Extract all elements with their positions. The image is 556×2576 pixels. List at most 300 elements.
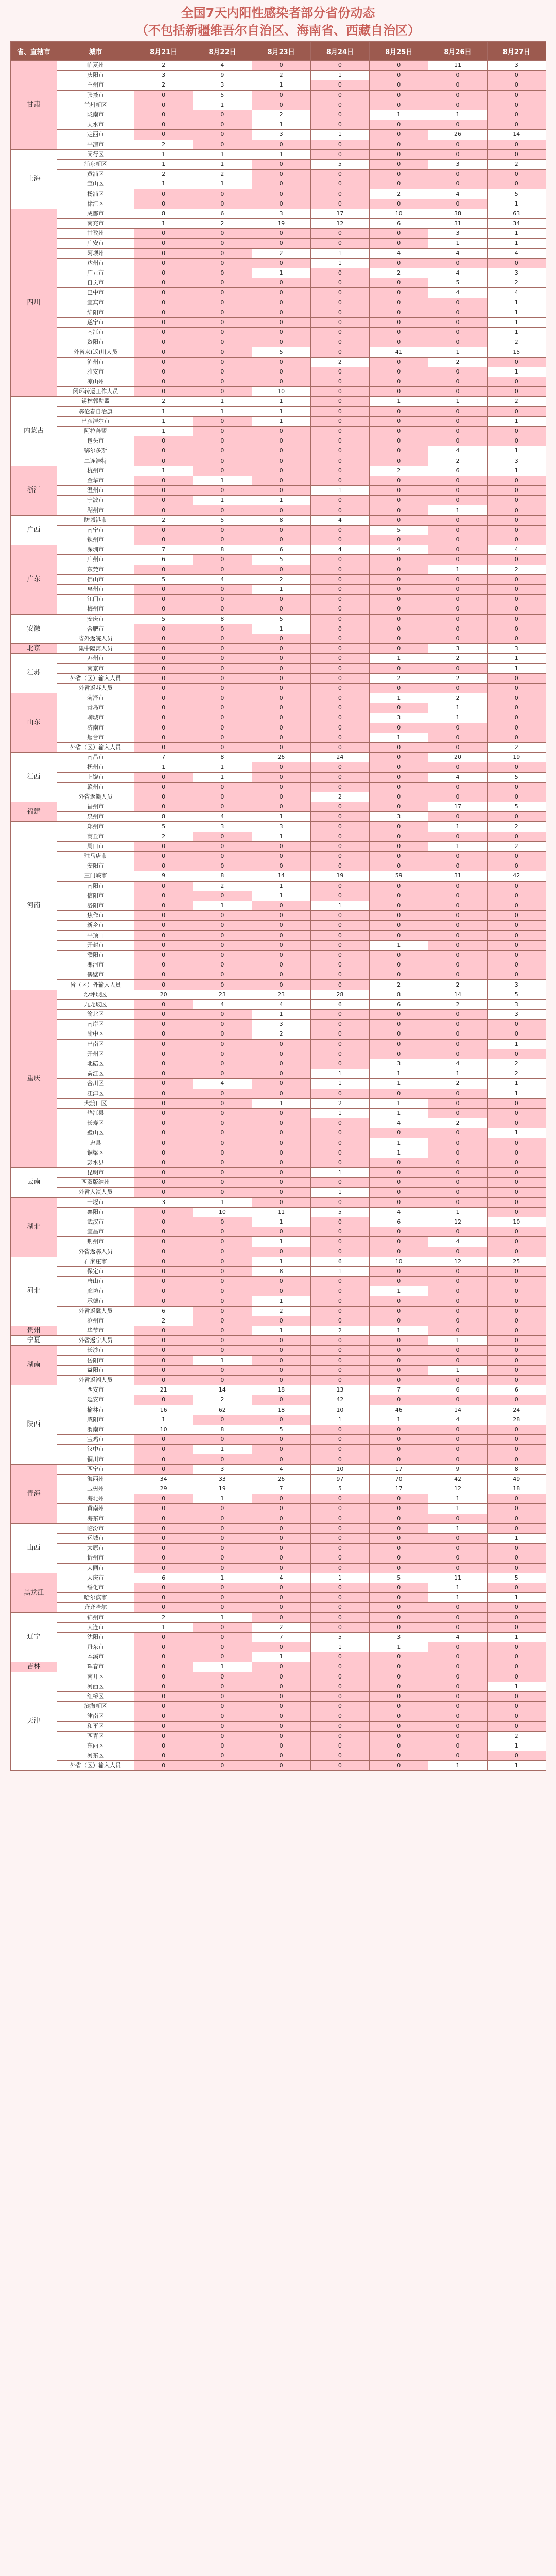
- table-row: [11, 980, 546, 990]
- count-cell: 0: [428, 1346, 487, 1355]
- count-cell: 0: [487, 110, 546, 120]
- count-cell: 0: [487, 80, 546, 90]
- count-cell: 0: [252, 1336, 310, 1346]
- count-cell: 0: [370, 1504, 428, 1514]
- table-row: [11, 742, 546, 752]
- count-cell: 0: [310, 80, 369, 90]
- count-cell: 0: [252, 1247, 310, 1257]
- table-row: [11, 861, 546, 871]
- count-cell: 0: [370, 71, 428, 80]
- table-row: [11, 1761, 546, 1771]
- count-cell: 5: [487, 802, 546, 812]
- count-cell: 0: [370, 742, 428, 752]
- count-cell: 0: [428, 1316, 487, 1326]
- count-cell: 0: [134, 1721, 193, 1731]
- count-cell: 6: [252, 545, 310, 555]
- count-cell: 0: [134, 911, 193, 921]
- count-cell: 0: [252, 772, 310, 782]
- city-cell: 外省返鄂人员: [57, 1247, 134, 1257]
- city-cell: 三门峡市: [57, 871, 134, 881]
- count-cell: 0: [370, 1751, 428, 1761]
- header-date: 8月25日: [370, 42, 428, 61]
- table-row: [11, 1405, 546, 1415]
- count-cell: 0: [134, 1108, 193, 1118]
- city-cell: 雅安市: [57, 367, 134, 377]
- count-cell: 0: [487, 436, 546, 446]
- count-cell: 2: [428, 456, 487, 466]
- count-cell: 42: [487, 871, 546, 881]
- count-cell: 0: [487, 782, 546, 792]
- count-cell: 0: [370, 159, 428, 169]
- count-cell: 0: [134, 713, 193, 723]
- count-cell: 0: [428, 535, 487, 545]
- city-cell: 天水市: [57, 120, 134, 130]
- count-cell: 0: [428, 1266, 487, 1276]
- city-cell: 南充市: [57, 219, 134, 229]
- count-cell: 0: [134, 940, 193, 950]
- table-row: [11, 604, 546, 614]
- count-cell: 1: [252, 120, 310, 130]
- count-cell: 0: [252, 505, 310, 515]
- city-cell: 洛阳市: [57, 901, 134, 910]
- count-cell: 1: [252, 812, 310, 822]
- count-cell: 1: [370, 1108, 428, 1118]
- table-row: [11, 595, 546, 604]
- table-row: [11, 1306, 546, 1316]
- count-cell: 0: [487, 357, 546, 367]
- count-cell: 0: [252, 1445, 310, 1454]
- count-cell: 3: [252, 822, 310, 832]
- count-cell: 0: [193, 1039, 252, 1049]
- count-cell: 1: [487, 308, 546, 317]
- count-cell: 0: [134, 328, 193, 337]
- count-cell: 0: [428, 416, 487, 426]
- count-cell: 0: [310, 881, 369, 891]
- count-cell: 0: [252, 1168, 310, 1178]
- count-cell: 0: [310, 288, 369, 298]
- count-cell: 0: [487, 852, 546, 861]
- count-cell: 2: [487, 1059, 546, 1069]
- count-cell: 0: [193, 1761, 252, 1771]
- count-cell: 10: [487, 1217, 546, 1227]
- count-cell: 6: [370, 1217, 428, 1227]
- count-cell: 5: [428, 278, 487, 288]
- count-cell: 0: [428, 742, 487, 752]
- count-cell: 4: [428, 446, 487, 456]
- count-cell: 2: [134, 140, 193, 149]
- count-cell: 4: [193, 574, 252, 584]
- count-cell: 4: [428, 772, 487, 782]
- count-cell: 0: [134, 634, 193, 643]
- count-cell: 1: [487, 328, 546, 337]
- count-cell: 0: [428, 90, 487, 100]
- count-cell: 0: [134, 298, 193, 308]
- count-cell: 1: [193, 1355, 252, 1365]
- count-cell: 1: [428, 239, 487, 248]
- count-cell: 0: [370, 328, 428, 337]
- city-cell: 合肥市: [57, 624, 134, 634]
- count-cell: 1: [370, 1138, 428, 1148]
- table-row: [11, 1385, 546, 1395]
- table-row: [11, 1563, 546, 1573]
- count-cell: 0: [193, 723, 252, 733]
- count-cell: 0: [370, 179, 428, 189]
- count-cell: 3: [252, 209, 310, 218]
- count-cell: 29: [134, 1484, 193, 1494]
- count-cell: 0: [310, 1029, 369, 1039]
- count-cell: 0: [252, 970, 310, 980]
- header-date: 8月27日: [487, 42, 546, 61]
- count-cell: 0: [487, 1563, 546, 1573]
- count-cell: 1: [252, 1098, 310, 1108]
- count-cell: 1: [487, 1761, 546, 1771]
- table-row: [11, 120, 546, 130]
- count-cell: 0: [428, 199, 487, 209]
- count-cell: 0: [252, 852, 310, 861]
- count-cell: 15: [487, 347, 546, 357]
- count-cell: 0: [310, 574, 369, 584]
- count-cell: 1: [252, 1237, 310, 1247]
- count-cell: 0: [428, 1178, 487, 1188]
- count-cell: 5: [370, 525, 428, 535]
- table-row: [11, 1296, 546, 1306]
- count-cell: 0: [428, 555, 487, 565]
- count-cell: 24: [487, 1405, 546, 1415]
- province-cell: 内蒙古: [11, 397, 57, 466]
- count-cell: 3: [252, 1020, 310, 1029]
- count-cell: 0: [193, 782, 252, 792]
- city-cell: 漯河市: [57, 960, 134, 970]
- count-cell: 0: [428, 80, 487, 90]
- table-row: [11, 1336, 546, 1346]
- count-cell: 8: [487, 1464, 546, 1474]
- count-cell: 1: [252, 891, 310, 901]
- count-cell: 0: [487, 1721, 546, 1731]
- table-row: [11, 1484, 546, 1494]
- count-cell: 0: [134, 1464, 193, 1474]
- count-cell: 2: [428, 1079, 487, 1089]
- count-cell: 0: [134, 1533, 193, 1543]
- count-cell: 0: [310, 723, 369, 733]
- count-cell: 1: [252, 1326, 310, 1336]
- count-cell: 0: [252, 456, 310, 466]
- count-cell: 0: [193, 288, 252, 298]
- count-cell: 0: [310, 1583, 369, 1592]
- count-cell: 0: [310, 782, 369, 792]
- count-cell: 1: [428, 1336, 487, 1346]
- count-cell: 0: [310, 565, 369, 574]
- table-row: [11, 930, 546, 940]
- count-cell: 0: [134, 1010, 193, 1020]
- count-cell: 0: [310, 940, 369, 950]
- count-cell: 0: [487, 1049, 546, 1059]
- table-row: [11, 466, 546, 476]
- count-cell: 0: [487, 1751, 546, 1761]
- province-cell: 四川: [11, 209, 57, 397]
- count-cell: 0: [193, 416, 252, 426]
- count-cell: 0: [370, 1188, 428, 1197]
- count-cell: 6: [310, 999, 369, 1009]
- count-cell: 0: [428, 723, 487, 733]
- count-cell: 0: [310, 921, 369, 930]
- count-cell: 0: [428, 1741, 487, 1751]
- count-cell: 0: [370, 891, 428, 901]
- count-cell: 0: [310, 1247, 369, 1257]
- count-cell: 10: [252, 387, 310, 397]
- count-cell: 0: [134, 1642, 193, 1652]
- table-row: [11, 1178, 546, 1188]
- count-cell: 63: [487, 209, 546, 218]
- count-cell: 0: [134, 505, 193, 515]
- count-cell: 0: [370, 496, 428, 505]
- city-cell: 杨浦区: [57, 189, 134, 199]
- count-cell: 0: [428, 515, 487, 525]
- city-cell: 宝鸡市: [57, 1435, 134, 1445]
- count-cell: 0: [252, 199, 310, 209]
- count-cell: 2: [487, 822, 546, 832]
- count-cell: 0: [310, 367, 369, 377]
- table-row: [11, 753, 546, 762]
- province-cell: 甘肃: [11, 61, 57, 150]
- city-cell: 西宁市: [57, 1464, 134, 1474]
- count-cell: 0: [370, 90, 428, 100]
- count-cell: 0: [310, 328, 369, 337]
- count-cell: 0: [252, 1721, 310, 1731]
- count-cell: 0: [310, 347, 369, 357]
- province-cell: 贵州: [11, 1326, 57, 1336]
- count-cell: 0: [428, 812, 487, 822]
- count-cell: 1: [370, 654, 428, 664]
- city-cell: 宝山区: [57, 179, 134, 189]
- count-cell: 1: [193, 1613, 252, 1622]
- count-cell: 0: [134, 1514, 193, 1523]
- count-cell: 1: [428, 1593, 487, 1603]
- count-cell: 17: [370, 1484, 428, 1494]
- count-cell: 0: [428, 733, 487, 742]
- count-cell: 0: [252, 802, 310, 812]
- count-cell: 0: [252, 673, 310, 683]
- city-cell: 烟台市: [57, 733, 134, 742]
- count-cell: 0: [370, 1197, 428, 1207]
- count-cell: 11: [428, 1573, 487, 1583]
- count-cell: 2: [252, 574, 310, 584]
- count-cell: 0: [487, 1168, 546, 1178]
- count-cell: 0: [252, 1533, 310, 1543]
- count-cell: 0: [193, 634, 252, 643]
- count-cell: 5: [134, 614, 193, 624]
- count-cell: 0: [134, 673, 193, 683]
- count-cell: 0: [428, 782, 487, 792]
- count-cell: 4: [193, 999, 252, 1009]
- count-cell: 0: [193, 258, 252, 268]
- city-cell: 苏州市: [57, 654, 134, 664]
- count-cell: 1: [310, 71, 369, 80]
- table-row: [11, 110, 546, 120]
- count-cell: 0: [252, 1316, 310, 1326]
- count-cell: 2: [487, 565, 546, 574]
- table-row: [11, 1691, 546, 1701]
- count-cell: 0: [193, 624, 252, 634]
- count-cell: 0: [310, 377, 369, 387]
- count-cell: 1: [134, 219, 193, 229]
- count-cell: 0: [310, 100, 369, 110]
- count-cell: 0: [487, 1158, 546, 1167]
- count-cell: 0: [252, 288, 310, 298]
- table-row: [11, 624, 546, 634]
- count-cell: 0: [428, 1108, 487, 1118]
- city-cell: 青岛市: [57, 703, 134, 713]
- count-cell: 19: [252, 219, 310, 229]
- count-cell: 0: [310, 841, 369, 851]
- count-cell: 0: [193, 229, 252, 239]
- count-cell: 0: [428, 1603, 487, 1613]
- count-cell: 0: [134, 317, 193, 327]
- table-row: [11, 367, 546, 377]
- count-cell: 5: [370, 1573, 428, 1583]
- count-cell: 0: [134, 980, 193, 990]
- count-cell: 0: [252, 782, 310, 792]
- count-cell: 0: [193, 1365, 252, 1375]
- count-cell: 7: [370, 1385, 428, 1395]
- count-cell: 0: [193, 1286, 252, 1296]
- count-cell: 0: [428, 1395, 487, 1405]
- count-cell: 0: [487, 1237, 546, 1247]
- count-cell: 0: [310, 604, 369, 614]
- table-row: [11, 574, 546, 584]
- count-cell: 3: [370, 1059, 428, 1069]
- count-cell: 2: [428, 673, 487, 683]
- count-cell: 0: [193, 1622, 252, 1632]
- table-row: [11, 347, 546, 357]
- city-cell: 武汉市: [57, 1217, 134, 1227]
- table-row: [11, 258, 546, 268]
- count-cell: 0: [310, 268, 369, 278]
- count-cell: 0: [134, 644, 193, 654]
- count-cell: 0: [428, 1197, 487, 1207]
- count-cell: 0: [134, 1138, 193, 1148]
- count-cell: 0: [193, 1504, 252, 1514]
- count-cell: 0: [370, 100, 428, 110]
- count-cell: 0: [193, 832, 252, 841]
- count-cell: 0: [134, 921, 193, 930]
- count-cell: 0: [428, 664, 487, 673]
- count-cell: 0: [134, 565, 193, 574]
- count-cell: 0: [428, 881, 487, 891]
- table-row: [11, 1266, 546, 1276]
- table-row: [11, 762, 546, 772]
- count-cell: 2: [370, 466, 428, 476]
- table-row: [11, 288, 546, 298]
- count-cell: 0: [370, 1622, 428, 1632]
- city-cell: 江门市: [57, 595, 134, 604]
- city-cell: 临夏州: [57, 61, 134, 71]
- table-row: [11, 1702, 546, 1711]
- count-cell: 0: [428, 1128, 487, 1138]
- count-cell: 0: [428, 1702, 487, 1711]
- count-cell: 0: [310, 1563, 369, 1573]
- count-cell: 0: [428, 1029, 487, 1039]
- count-cell: 0: [428, 950, 487, 960]
- city-cell: 商丘市: [57, 832, 134, 841]
- count-cell: 1: [487, 229, 546, 239]
- count-cell: 0: [310, 1059, 369, 1069]
- count-cell: 0: [134, 1593, 193, 1603]
- count-cell: 0: [487, 1454, 546, 1464]
- count-cell: 0: [428, 595, 487, 604]
- city-cell: 东莞市: [57, 565, 134, 574]
- count-cell: 0: [487, 1523, 546, 1533]
- table-row: [11, 1514, 546, 1523]
- city-cell: 鄂尔多斯: [57, 446, 134, 456]
- count-cell: 0: [252, 762, 310, 772]
- count-cell: 1: [487, 1128, 546, 1138]
- count-cell: 0: [310, 1217, 369, 1227]
- count-cell: 0: [310, 644, 369, 654]
- count-cell: 0: [134, 446, 193, 456]
- count-cell: 6: [428, 1385, 487, 1395]
- count-cell: 0: [487, 258, 546, 268]
- table-row: [11, 1039, 546, 1049]
- city-cell: 海北州: [57, 1494, 134, 1504]
- city-cell: 垫江县: [57, 1108, 134, 1118]
- count-cell: 1: [134, 762, 193, 772]
- count-cell: 0: [428, 1721, 487, 1731]
- count-cell: 3: [487, 980, 546, 990]
- count-cell: 0: [134, 930, 193, 940]
- count-cell: 7: [134, 753, 193, 762]
- table-row: [11, 584, 546, 594]
- count-cell: 0: [428, 1020, 487, 1029]
- count-cell: 0: [193, 1158, 252, 1167]
- count-cell: 0: [310, 703, 369, 713]
- city-cell: 集中隔离人员: [57, 644, 134, 654]
- count-cell: 0: [193, 1059, 252, 1069]
- city-cell: 大同市: [57, 1563, 134, 1573]
- table-row: [11, 990, 546, 999]
- count-cell: 0: [428, 71, 487, 80]
- count-cell: 0: [252, 1583, 310, 1592]
- count-cell: 0: [370, 1672, 428, 1682]
- count-cell: 2: [193, 219, 252, 229]
- count-cell: 0: [487, 486, 546, 496]
- count-cell: 0: [193, 1603, 252, 1613]
- count-cell: 0: [134, 999, 193, 1009]
- city-cell: 锡林郭勒盟: [57, 397, 134, 406]
- count-cell: 0: [370, 199, 428, 209]
- count-cell: 0: [193, 1010, 252, 1020]
- count-cell: 2: [370, 268, 428, 278]
- count-cell: 0: [487, 1326, 546, 1336]
- count-cell: 0: [252, 861, 310, 871]
- count-cell: 0: [193, 1523, 252, 1533]
- count-cell: 0: [193, 970, 252, 980]
- city-cell: 防城港市: [57, 515, 134, 525]
- count-cell: 0: [134, 654, 193, 664]
- count-cell: 0: [487, 1286, 546, 1296]
- count-cell: 0: [252, 229, 310, 239]
- count-cell: 17: [428, 802, 487, 812]
- count-cell: 0: [487, 1613, 546, 1622]
- count-cell: 0: [310, 1721, 369, 1731]
- province-cell: 重庆: [11, 990, 57, 1167]
- city-cell: 外省（区）输入人员: [57, 673, 134, 683]
- count-cell: 0: [252, 328, 310, 337]
- count-cell: 0: [310, 832, 369, 841]
- count-cell: 0: [310, 406, 369, 416]
- city-cell: 凉山州: [57, 377, 134, 387]
- count-cell: 0: [428, 921, 487, 930]
- count-cell: 0: [310, 1435, 369, 1445]
